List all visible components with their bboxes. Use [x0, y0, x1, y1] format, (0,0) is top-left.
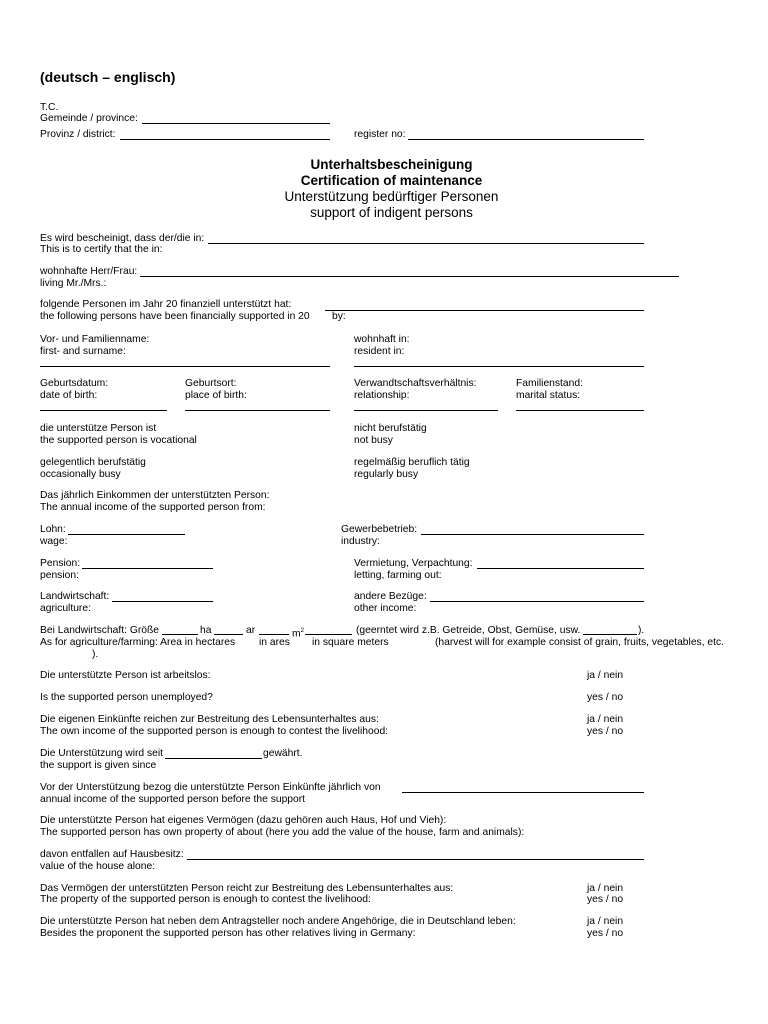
pension-label-de: Pension:	[40, 558, 81, 569]
vermietung-label-de: Vermietung, Verpachtung:	[354, 558, 473, 569]
pob-label-de: Geburtsort:	[185, 378, 237, 389]
before-field[interactable]	[402, 792, 644, 793]
marital-label-de: Familienstand:	[516, 378, 583, 389]
pension-label-en: pension:	[40, 570, 79, 581]
dob-label-de: Geburtsdatum:	[40, 378, 109, 389]
owninc-question-en: The own income of the supported person is enough to contest the livelihood:	[40, 726, 389, 737]
certify-label-en: This is to certify that the in:	[40, 244, 163, 255]
agri-ha-unit: ha	[200, 625, 212, 636]
propenough-yes-no[interactable]: yes / no	[587, 894, 624, 905]
agri-ar-unit: ar	[246, 625, 256, 636]
vocational-label-en: the supported person is vocational	[40, 435, 197, 446]
house-field[interactable]	[187, 859, 644, 860]
occasional-option-de[interactable]: gelegentlich berufstätig	[40, 457, 146, 468]
agri-m-unit: $m^2$	[292, 628, 304, 640]
agri-close-en: ).	[92, 649, 99, 660]
lohn-label-en: wage:	[40, 536, 68, 547]
persons-field[interactable]	[325, 310, 644, 311]
propenough-question-en: The property of the supported person is enough to contest the livelihood:	[40, 894, 371, 905]
regular-option-de[interactable]: regelmäßig beruflich tätig	[354, 457, 470, 468]
relation-field[interactable]	[354, 410, 498, 411]
agri-label-en: As for agriculture/farming: Area in hectares	[40, 637, 236, 648]
bezuege-label-en: other income:	[354, 603, 417, 614]
language-heading: (deutsch – englisch)	[40, 69, 176, 85]
since-label-en: the support is given since	[40, 760, 157, 771]
gewerbe-label-en: industry:	[341, 536, 380, 547]
propenough-ja-nein[interactable]: ja / nein	[587, 883, 624, 894]
persons-by: by:	[332, 311, 346, 322]
notbusy-option-en[interactable]: not busy	[354, 435, 393, 446]
agri-sqm-field[interactable]	[259, 634, 289, 635]
income-heading-de: Das jährlich Einkommen der unterstützten Person:	[40, 490, 270, 501]
dob-label-en: date of birth:	[40, 390, 98, 401]
name-field[interactable]	[40, 366, 330, 367]
landwirtschaft-label-de: Landwirtschaft:	[40, 591, 110, 602]
pob-field[interactable]	[185, 410, 330, 411]
notbusy-option-de[interactable]: nicht berufstätig	[354, 423, 427, 434]
title-en: Certification of maintenance	[300, 173, 483, 188]
name-label-de: Vor- und Familienname:	[40, 334, 150, 345]
agri-ares-field[interactable]	[214, 634, 243, 635]
bezuege-field[interactable]	[430, 601, 644, 602]
unemployed-question-de: Die unterstützte Person ist arbeitslos:	[40, 670, 211, 681]
gewerbe-label-de: Gewerbebetrieb:	[341, 524, 418, 535]
agri-sqm-value-field[interactable]	[305, 634, 352, 635]
agri-sqm-en: in square meters	[312, 637, 389, 648]
persons-label-en: the following persons have been financially supported in 20	[40, 311, 310, 322]
relatives-yes-no[interactable]: yes / no	[587, 928, 624, 939]
lohn-field[interactable]	[68, 534, 185, 535]
regular-option-en[interactable]: regularly busy	[354, 469, 419, 480]
landwirtschaft-field[interactable]	[112, 601, 213, 602]
before-label-en: annual income of the supported person before the support	[40, 794, 306, 805]
name-label-en: first- and surname:	[40, 346, 126, 357]
owninc-question-de: Die eigenen Einkünfte reichen zur Bestreitung des Lebensunterhaltes aus:	[40, 714, 379, 725]
since-granted: gewährt.	[263, 748, 303, 759]
owninc-ja-nein[interactable]: ja / nein	[587, 714, 624, 725]
pension-field[interactable]	[82, 568, 213, 569]
provinz-label: Provinz / district:	[40, 129, 116, 140]
relation-label-de: Verwandtschaftsverhältnis:	[354, 378, 477, 389]
resident-label-en: resident in:	[354, 346, 405, 357]
agri-harvest-label-de: (geerntet wird z.B. Getreide, Obst, Gemüse, usw.	[356, 625, 581, 636]
register-label: register no:	[354, 129, 406, 140]
dob-field[interactable]	[40, 410, 167, 411]
house-label-en: value of the house alone:	[40, 861, 156, 872]
agri-harvest-label-en: (harvest will for example consist of grain, fruits, vegetables, etc.	[435, 637, 725, 648]
agri-harvest-field[interactable]	[583, 634, 637, 635]
relatives-question-de: Die unterstützte Person hat neben dem Antragsteller noch andere Angehörige, die in Deutschland leben:	[40, 916, 516, 927]
unemployed-question-en: Is the supported person unemployed?	[40, 692, 213, 703]
house-label-de: davon entfallen auf Hausbesitz:	[40, 849, 184, 860]
property-label-en: The supported person has own property of about (here you add the value of the house, farm and animals):	[40, 827, 525, 838]
unemployed-ja-nein[interactable]: ja / nein	[587, 670, 624, 681]
pob-label-en: place of birth:	[185, 390, 247, 401]
marital-field[interactable]	[516, 410, 644, 411]
persons-label-de: folgende Personen im Jahr 20 finanziell unterstützt hat:	[40, 299, 292, 310]
vermietung-label-en: letting, farming out:	[354, 570, 442, 581]
relatives-question-en: Besides the proponent the supported person has other relatives living in Germany:	[40, 928, 416, 939]
resident-field[interactable]	[354, 366, 644, 367]
since-label-de: Die Unterstützung wird seit	[40, 748, 164, 759]
certify-label-de: Es wird bescheinigt, dass der/die in:	[40, 233, 205, 244]
certify-field[interactable]	[208, 243, 644, 244]
living-label-en: living Mr./Mrs.:	[40, 278, 107, 289]
relatives-ja-nein[interactable]: ja / nein	[587, 916, 624, 927]
since-field[interactable]	[165, 758, 262, 759]
tc-label: T.C.	[40, 102, 59, 113]
provinz-field[interactable]	[120, 139, 330, 140]
title-de: Unterhaltsbescheinigung	[310, 157, 473, 172]
living-label-de: wohnhafte Herr/Frau:	[40, 266, 138, 277]
agri-hectares-field[interactable]	[162, 634, 198, 635]
agri-ares-en: in ares	[259, 637, 290, 648]
gemeinde-field[interactable]	[142, 123, 330, 124]
agri-label-de: Bei Landwirtschaft: Größe	[40, 625, 160, 636]
resident-label-de: wohnhaft in:	[354, 334, 410, 345]
register-field[interactable]	[408, 139, 644, 140]
vermietung-field[interactable]	[477, 568, 644, 569]
agri-close-de: ).	[638, 625, 645, 636]
marital-label-en: marital status:	[516, 390, 581, 401]
vocational-label-de: die unterstütze Person ist	[40, 423, 157, 434]
gewerbe-field[interactable]	[421, 534, 644, 535]
gemeinde-label: Gemeinde / province:	[40, 113, 138, 124]
subtitle-en: support of indigent persons	[310, 205, 473, 220]
bezuege-label-de: andere Bezüge:	[354, 591, 427, 602]
relation-label-en: relationship:	[354, 390, 410, 401]
unemployed-yes-no[interactable]: yes / no	[587, 692, 624, 703]
property-label-de: Die unterstützte Person hat eigenes Vermögen (dazu gehören auch Haus, Hof und Vieh):	[40, 815, 447, 826]
before-label-de: Vor der Unterstützung bezog die unterstützte Person Einkünfte jährlich von	[40, 782, 381, 793]
owninc-yes-no[interactable]: yes / no	[587, 726, 624, 737]
subtitle-de: Unterstützung bedürftiger Personen	[284, 189, 499, 204]
landwirtschaft-label-en: agriculture:	[40, 603, 91, 614]
living-field[interactable]	[140, 276, 679, 277]
income-heading-en: The annual income of the supported person from:	[40, 502, 266, 513]
propenough-question-de: Das Vermögen der unterstützten Person reicht zur Bestreitung des Lebensunterhaltes aus:	[40, 883, 454, 894]
lohn-label-de: Lohn:	[40, 524, 66, 535]
occasional-option-en[interactable]: occasionally busy	[40, 469, 121, 480]
